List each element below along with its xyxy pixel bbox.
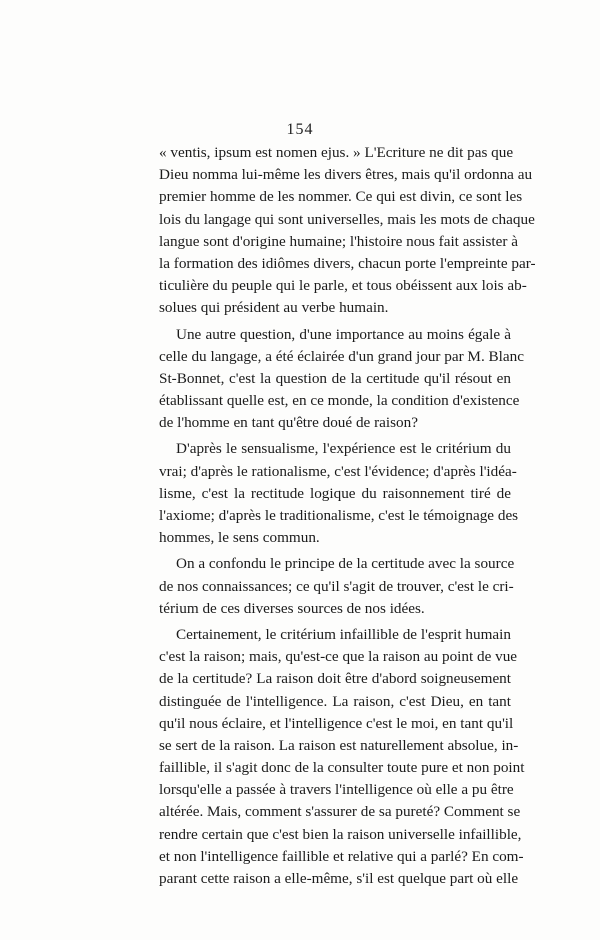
paragraph bbox=[159, 553, 515, 620]
text-line: se sert de la raison. La raison est naturellement absolue, in- bbox=[159, 736, 519, 754]
text-line: c'est la raison; mais, qu'est-ce que la raison au point de vue bbox=[159, 648, 518, 666]
text-line: hommes, le sens commun. bbox=[159, 529, 320, 547]
paragraph bbox=[159, 624, 525, 890]
text-line: « ventis, ipsum est nomen ejus. » L'Ecriture ne dit pas que bbox=[159, 144, 514, 161]
text-line: vrai; d'après le rationalisme, c'est l'évidence; d'après l'idéa- bbox=[159, 462, 517, 480]
text-line: D'après le sensualisme, l'expérience est le critérium du bbox=[176, 440, 511, 458]
text-line: Dieu nomma lui-même les divers êtres, mais qu'il ordonna au bbox=[159, 166, 533, 184]
body-text bbox=[159, 142, 536, 890]
text-line: St-Bonnet, c'est la question de la certitude qu'il résout en bbox=[159, 369, 511, 387]
text-line: faillible, il s'agit donc de la consulter toute pure et non point bbox=[159, 759, 525, 777]
text-line: langue sont d'origine humaine; l'histoire nous fait assister à bbox=[159, 232, 518, 250]
text-line: de l'homme en tant qu'être doué de raison? bbox=[159, 414, 418, 432]
text-line: Certainement, le critérium infaillible de l'esprit humain bbox=[176, 625, 511, 643]
text-line: térium de ces diverses sources de nos idées. bbox=[159, 599, 425, 617]
text-line: rendre certain que c'est bien la raison universelle infaillible, bbox=[159, 825, 522, 843]
text-line: de nos connaissances; ce qu'il s'agit de trouver, c'est le cri- bbox=[159, 577, 514, 595]
text-line: la formation des idiômes divers, chacun porte l'empreinte par- bbox=[159, 254, 536, 272]
paragraph bbox=[159, 324, 524, 435]
paragraph bbox=[159, 438, 519, 549]
text-line: solues qui président au verbe humain. bbox=[159, 299, 389, 317]
text-line: lorsqu'elle a passée à travers l'intelligence où elle a pu être bbox=[159, 781, 514, 799]
text-line: parant cette raison a elle-même, s'il est quelque part où elle bbox=[159, 870, 519, 887]
text-line: distinguée de l'intelligence. La raison, c'est Dieu, en tant bbox=[159, 692, 511, 710]
text-line: qu'il nous éclaire, et l'intelligence c'est le moi, en tant qu'il bbox=[159, 714, 514, 732]
page-number: 154 bbox=[286, 121, 314, 138]
text-line: l'axiome; d'après le traditionalisme, c'est le témoignage des bbox=[159, 507, 519, 524]
text-line: altérée. Mais, comment s'assurer de sa pureté? Comment se bbox=[159, 803, 521, 821]
text-line: lois du langage qui sont universelles, mais les mots de chaque bbox=[159, 210, 535, 228]
text-line: celle du langage, a été éclairée d'un grand jour par M. Blanc bbox=[159, 347, 524, 365]
text-line: lisme, c'est la rectitude logique du raisonnement tiré de bbox=[159, 484, 511, 502]
text-line: établissant quelle est, en ce monde, la condition d'existence bbox=[159, 392, 520, 410]
text-line: On a confondu le principe de la certitude avec la source bbox=[176, 555, 515, 573]
text-line: premier homme de les nommer. Ce qui est divin, ce sont les bbox=[159, 188, 523, 206]
text-line: Une autre question, d'une importance au moins égale à bbox=[176, 325, 511, 343]
paragraph bbox=[159, 142, 536, 320]
text-line: ticulière du peuple qui le parle, et tous obéissent aux lois ab- bbox=[159, 277, 527, 295]
text-line: et non l'intelligence faillible et relative qui a parlé? En com- bbox=[159, 847, 524, 865]
text-line: de la certitude? La raison doit être d'abord soigneusement bbox=[159, 670, 511, 688]
